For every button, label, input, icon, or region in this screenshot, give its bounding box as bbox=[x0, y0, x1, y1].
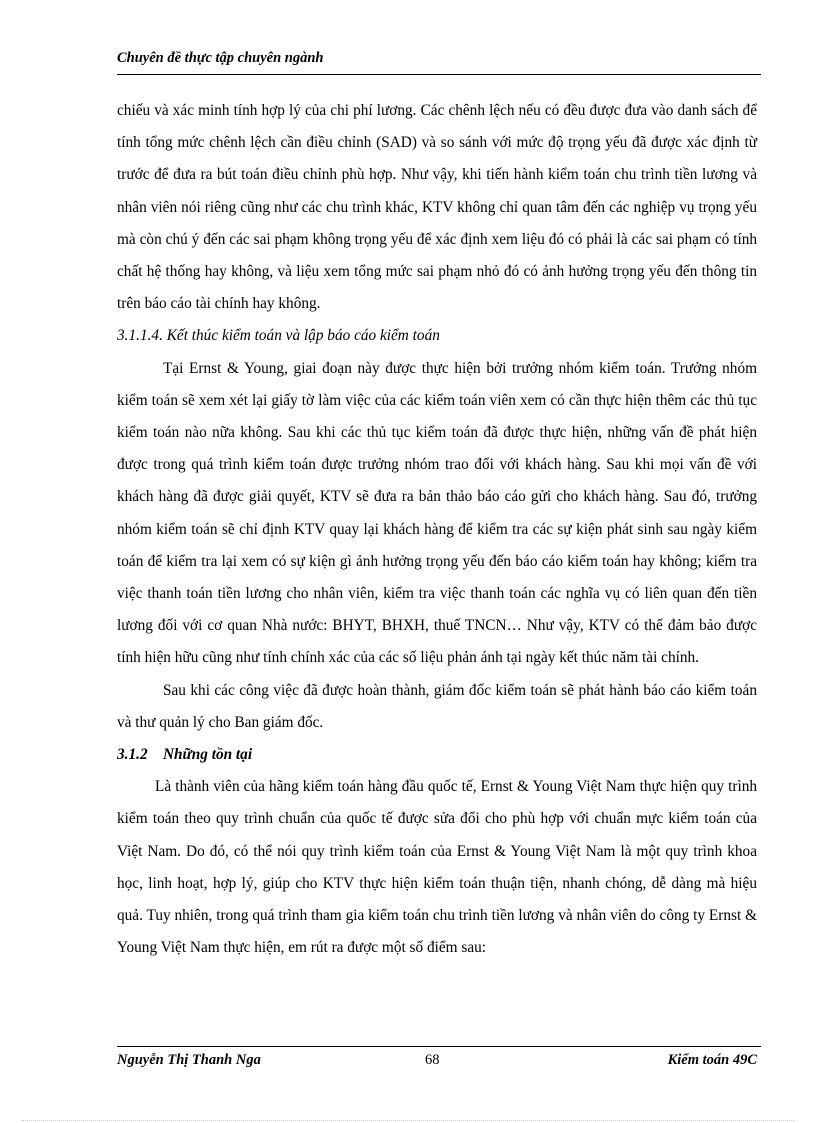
footer-page-number: 68 bbox=[425, 1052, 440, 1068]
section-heading-title: Những tồn tại bbox=[163, 746, 253, 764]
section-heading-3-1-2 bbox=[117, 739, 757, 771]
paragraph-cost-verification: chiếu và xác minh tính hợp lý của chi phí lương. Các chênh lệch nếu có đều được đưa vào danh sách để tính tổng mức chênh lệch cần điều chỉnh (SAD) và so sánh với mức độ trọng yếu đã được xác định từ trước để đưa ra bút toán điều chỉnh phù hợp. Như vậy, khi tiến hành kiểm toán chu trình tiền lương và nhân viên nói riêng cũng như các chu trình khác, KTV không chỉ quan tâm đến các nghiệp vụ trọng yếu mà còn chú ý đến các sai phạm không trọng yếu để xác định xem liệu đó có phải là các sai phạm có tính chất hệ thống hay không, và liệu xem tổng mức sai phạm nhỏ đó có ảnh hưởng trọng yếu đến thông tin trên báo cáo tài chính hay không. bbox=[117, 102, 757, 313]
paragraph-report-issuance: Sau khi các công việc đã được hoàn thành, giám đốc kiểm toán sẽ phát hành báo cáo kiểm toán và thư quản lý cho Ban giám đốc. bbox=[117, 681, 757, 731]
document-body bbox=[117, 95, 757, 964]
footer-divider bbox=[117, 1046, 761, 1047]
page-header-title: Chuyên đề thực tập chuyên ngành bbox=[117, 50, 324, 66]
page-footer bbox=[117, 1052, 757, 1072]
footer-course: Kiểm toán 49C bbox=[667, 1052, 757, 1068]
section-heading-3-1-1-4: 3.1.1.4. Kết thúc kiểm toán và lập báo cáo kiểm toán bbox=[117, 327, 440, 345]
paragraph-audit-conclusion: Tại Ernst & Young, giai đoạn này được thực hiện bởi trưởng nhóm kiểm toán. Trưởng nhóm kiểm toán sẽ xem xét lại giấy tờ làm việc của các kiểm toán viên xem có cần thực hiện thêm các thủ tục kiểm toán nào nữa không. Sau khi các thủ tục kiểm toán đã được thực hiện, những vấn đề phát hiện được trong quá trình kiểm toán được trưởng nhóm trao đổi với khách hàng. Sau khi mọi vấn đề với khách hàng đã được giải quyết, KTV sẽ đưa ra bản thảo báo cáo gửi cho khách hàng. Sau đó, trưởng nhóm kiểm toán sẽ chỉ định KTV quay lại khách hàng để kiểm tra các sự kiện phát sinh sau ngày kiểm toán để kiểm tra lại xem có sự kiện gì ảnh hưởng trọng yếu đến báo cáo kiểm toán hay không; kiểm tra việc thanh toán tiền lương cho nhân viên, kiểm tra việc thanh toán các nghĩa vụ có liên quan đến tiền lương đối với cơ quan Nhà nước: BHYT, BHXH, thuế TNCN… Như vậy, KTV có thể đảm bảo được tính hiện hữu cũng như tính chính xác của các số liệu phản ánh tại ngày kết thúc năm tài chính. bbox=[117, 359, 757, 667]
footer-author: Nguyễn Thị Thanh Nga bbox=[117, 1052, 261, 1068]
header-divider bbox=[117, 74, 761, 75]
section-heading-number: 3.1.2 bbox=[117, 746, 148, 764]
paragraph-existing-issues: Là thành viên của hãng kiểm toán hàng đầu quốc tế, Ernst & Young Việt Nam thực hiện quy trình kiểm toán theo quy trình chuẩn của quốc tế được sửa đổi cho phù hợp với chuẩn mực kiểm toán của Việt Nam. Do đó, có thể nói quy trình kiểm toán của Ernst & Young Việt Nam là một quy trình khoa học, linh hoạt, hợp lý, giúp cho KTV thực hiện kiểm toán thuận tiện, nhanh chóng, dễ dàng mà hiệu quả. Tuy nhiên, trong quá trình tham gia kiểm toán chu trình tiền lương và nhân viên do công ty Ernst & Young Việt Nam thực hiện, em rút ra được một số điểm sau: bbox=[117, 778, 757, 957]
page-bottom-dotted-line bbox=[22, 1120, 794, 1121]
